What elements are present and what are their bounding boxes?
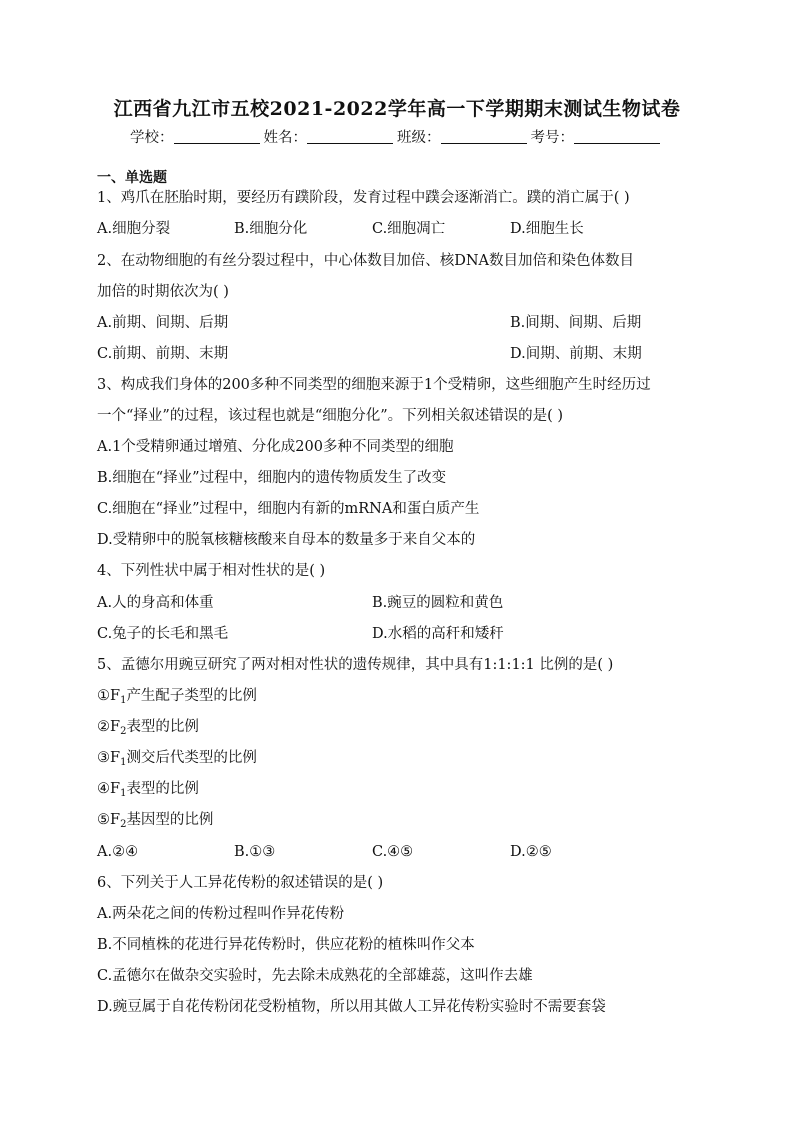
class-blank xyxy=(441,129,527,144)
class-field xyxy=(397,126,531,147)
q2-option-b: B.间期、间期、后期 xyxy=(510,315,642,331)
q5-s3-prefix: ③F xyxy=(97,750,121,766)
q2-option-c: C.前期、前期、末期 xyxy=(97,346,229,362)
q5-statement-3 xyxy=(97,748,257,768)
q3-option-a: A.1个受精卵通过增殖、分化成200多种不同类型的细胞 xyxy=(97,439,454,455)
q5-s2-subscript: 2 xyxy=(120,726,127,737)
q5-statement-5 xyxy=(97,810,213,830)
q4-stem: 4、下列性状中属于相对性状的是( ) xyxy=(97,563,326,579)
q5-s3-text: 测交后代类型的比例 xyxy=(126,750,257,766)
q4-option-a: A.人的身高和体重 xyxy=(97,595,214,611)
q3-stem-line-1: 3、构成我们身体的200多种不同类型的细胞来源于1个受精卵，这些细胞产生时经历过 xyxy=(97,377,651,393)
q5-s4-subscript: 1 xyxy=(120,788,127,799)
q4-option-d: D.水稻的高秆和矮秆 xyxy=(372,626,504,642)
q1-option-c: C.细胞凋亡 xyxy=(372,221,446,237)
q3-option-b: B.细胞在“择业”过程中，细胞内的遗传物质发生了改变 xyxy=(97,470,447,486)
q6-option-d: D.豌豆属于自花传粉闭花受粉植物，所以用其做人工异花传粉实验时不需要套袋 xyxy=(97,999,606,1015)
q2-option-d: D.间期、前期、末期 xyxy=(510,346,642,362)
q4-option-c: C.兔子的长毛和黑毛 xyxy=(97,626,229,642)
q5-s1-prefix: ①F xyxy=(97,688,121,704)
q5-statement-4 xyxy=(97,779,199,799)
q5-s3-subscript: 1 xyxy=(120,757,127,768)
name-blank xyxy=(307,129,393,144)
q3-option-c: C.细胞在“择业”过程中，细胞内有新的mRNA和蛋白质产生 xyxy=(97,501,480,517)
q5-option-c: C.④⑤ xyxy=(372,844,414,860)
name-field xyxy=(264,126,398,147)
q3-option-d: D.受精卵中的脱氧核糖核酸来自母本的数量多于来自父本的 xyxy=(97,532,476,548)
q6-option-a: A.两朵花之间的传粉过程叫作异花传粉 xyxy=(97,906,345,922)
q2-stem-line-1: 2、在动物细胞的有丝分裂过程中，中心体数目加倍、核DNA数目加倍和染色体数目 xyxy=(97,253,635,269)
q5-s5-text: 基因型的比例 xyxy=(126,812,214,828)
q5-s4-text: 表型的比例 xyxy=(126,781,199,797)
q6-option-b: B.不同植株的花进行异花传粉时，供应花粉的植株叫作父本 xyxy=(97,937,475,953)
q1-option-b: B.细胞分化 xyxy=(234,221,308,237)
page-title: 江西省九江市五校2021-2022学年高一下学期期末测试生物试卷 xyxy=(113,98,681,120)
q5-statement-2 xyxy=(97,717,199,737)
q6-stem: 6、下列关于人工异花传粉的叙述错误的是( ) xyxy=(97,875,384,891)
q3-stem-line-2: 一个“择业”的过程，该过程也就是“细胞分化”。下列相关叙述错误的是( ) xyxy=(97,408,564,424)
q5-s2-text: 表型的比例 xyxy=(126,719,199,735)
section-heading: 一、单选题 xyxy=(97,170,167,186)
school-label: 学校： xyxy=(130,130,174,146)
q5-statement-1 xyxy=(97,686,257,706)
number-label: 考号： xyxy=(530,130,574,146)
q5-s1-text: 产生配子类型的比例 xyxy=(126,688,257,704)
q5-s2-prefix: ②F xyxy=(97,719,121,735)
name-label: 姓名： xyxy=(263,130,307,146)
q5-s1-subscript: 1 xyxy=(120,695,127,706)
q5-option-d: D.②⑤ xyxy=(510,844,552,860)
q5-option-b: B.①③ xyxy=(234,844,276,860)
q4-option-b: B.豌豆的圆粒和黄色 xyxy=(372,595,504,611)
number-field xyxy=(531,126,665,147)
q5-s4-prefix: ④F xyxy=(97,781,121,797)
q5-option-a: A.②④ xyxy=(97,844,139,860)
student-info-row xyxy=(0,126,794,147)
q2-stem-line-2: 加倍的时期依次为( ) xyxy=(97,284,229,300)
school-field xyxy=(130,126,264,147)
q1-option-d: D.细胞生长 xyxy=(510,221,584,237)
q1-stem: 1、鸡爪在胚胎时期，要经历有蹼阶段，发育过程中蹼会逐渐消亡。蹼的消亡属于( ) xyxy=(97,190,630,206)
number-blank xyxy=(574,129,660,144)
q1-option-a: A.细胞分裂 xyxy=(97,221,171,237)
q5-s5-subscript: 2 xyxy=(120,819,127,830)
q5-s5-prefix: ⑤F xyxy=(97,812,121,828)
q2-option-a: A.前期、间期、后期 xyxy=(97,315,229,331)
q5-stem: 5、孟德尔用豌豆研究了两对相对性状的遗传规律，其中具有1:1:1:1 比例的是( ) xyxy=(97,657,614,673)
school-blank xyxy=(174,129,260,144)
class-label: 班级： xyxy=(397,130,441,146)
q6-option-c: C.孟德尔在做杂交实验时，先去除未成熟花的全部雄蕊，这叫作去雄 xyxy=(97,968,533,984)
